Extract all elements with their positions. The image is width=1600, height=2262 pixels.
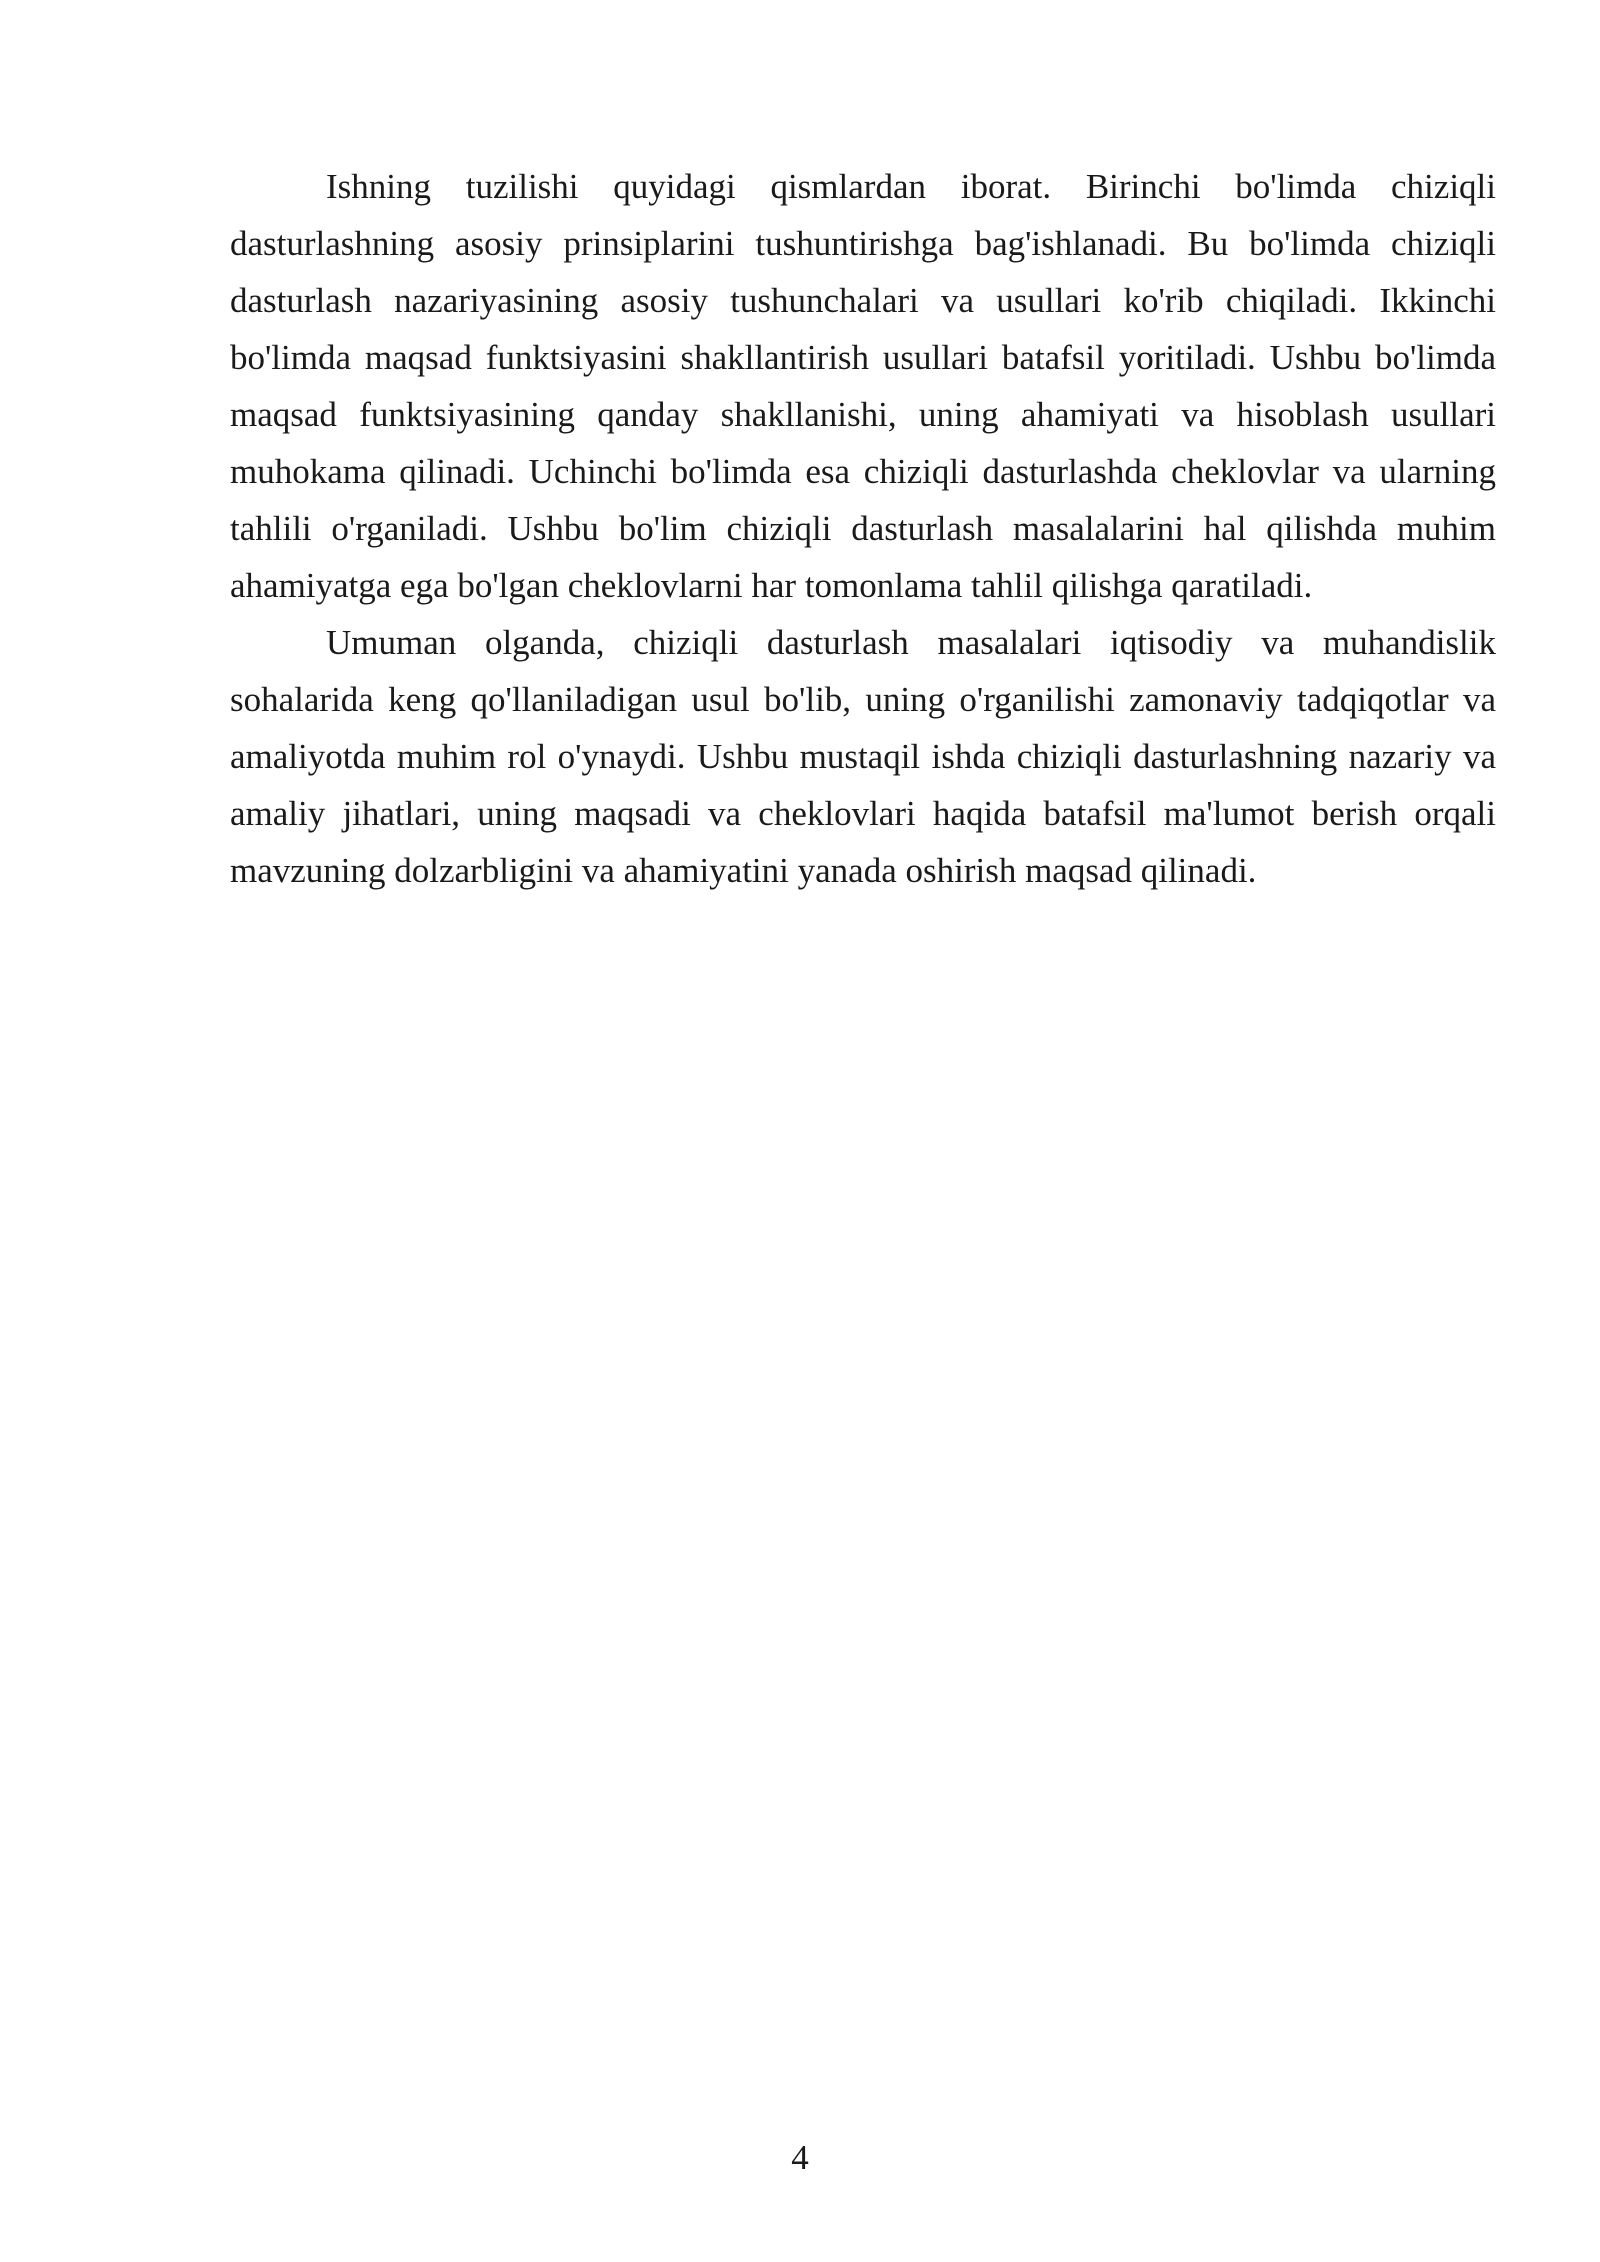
page-number: 4	[791, 2138, 809, 2177]
paragraph-conclusion: Umuman olganda, chiziqli dasturlash masalalari iqtisodiy va muhandislik sohalarida keng qo'llaniladigan usul bo'lib, uning o'rganilishi zamonaviy tadqiqotlar va amaliyotda muhim rol o'ynaydi. Ushbu mustaqil ishda chiziqli dasturlashning nazariy va amaliy jihatlari, uning maqsadi va cheklovlari haqida batafsil ma'lumot berish orqali mavzuning dolzarbligini va ahamiyatini yanada oshirish maqsad qilinadi.	[230, 623, 1496, 890]
body-text	[230, 158, 1496, 899]
paragraph-structure: Ishning tuzilishi quyidagi qismlardan iborat. Birinchi bo'limda chiziqli dasturlashning asosiy prinsiplarini tushuntirishga bag'ishlanadi. Bu bo'limda chiziqli dasturlash nazariyasining asosiy tushunchalari va usullari ko'rib chiqiladi. Ikkinchi bo'limda maqsad funktsiyasini shakllantirish usullari batafsil yoritiladi. Ushbu bo'limda maqsad funktsiyasining qanday shakllanishi, uning ahamiyati va hisoblash usullari muhokama qilinadi. Uchinchi bo'limda esa chiziqli dasturlashda cheklovlar va ularning tahlili o'rganiladi. Ushbu bo'lim chiziqli dasturlash masalalarini hal qilishda muhim ahamiyatga ega bo'lgan cheklovlarni har tomonlama tahlil qilishga qaratiladi.	[230, 167, 1496, 605]
